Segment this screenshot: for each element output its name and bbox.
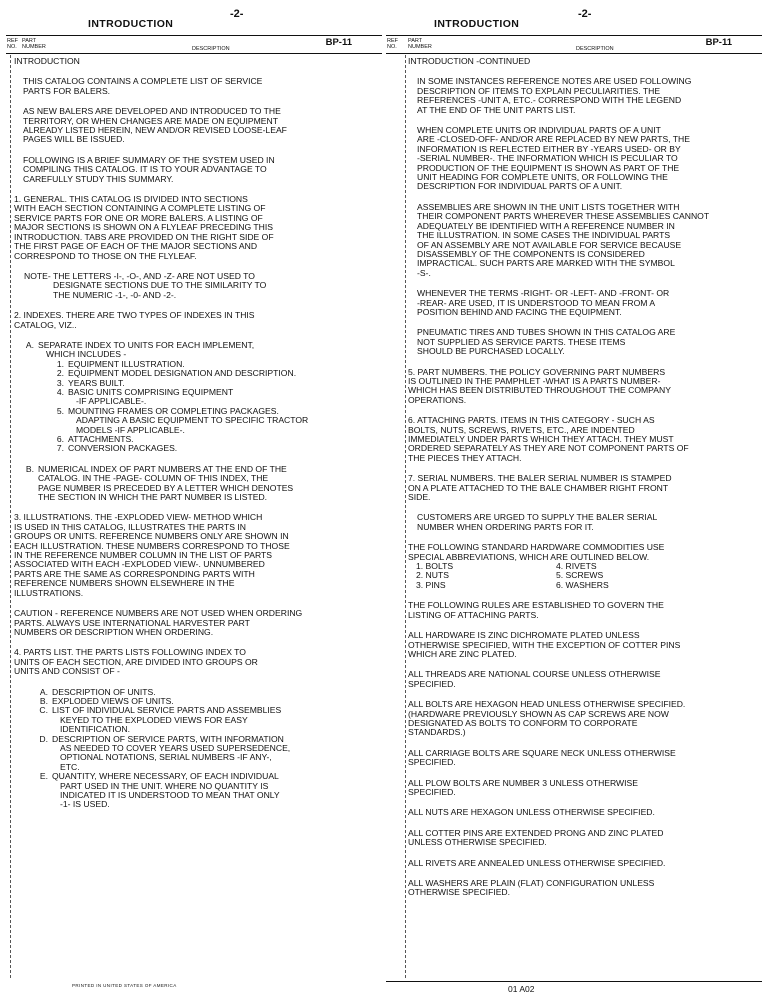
margin-rule	[10, 55, 11, 978]
text-line: CATALOG. IN THE -PAGE- COLUMN OF THIS INDEX, THE	[38, 473, 269, 484]
text-line: ADAPTING A BASIC EQUIPMENT TO SPECIFIC TRACTOR	[76, 415, 309, 426]
text-line: PARTS. ALWAYS USE INTERNATIONAL HARVESTER PART	[14, 617, 250, 628]
text-line: 3. ILLUSTRATIONS. THE -EXPLODED VIEW- METHOD WHICH	[14, 512, 263, 523]
rule-paragraph	[408, 808, 762, 817]
text-line: MODELS -IF APPLICABLE-.	[76, 424, 185, 435]
text-line: CAREFULLY STUDY THIS SUMMARY.	[23, 173, 174, 184]
text-line: COMPILING THIS CATALOG. IT IS TO YOUR ADVANTAGE TO	[23, 164, 267, 175]
paragraph-part-numbers	[408, 368, 762, 406]
text-line: THEIR COMPONENT PARTS WHEREVER THESE ASSEMBLIES CANNOT	[417, 211, 710, 222]
list-item	[54, 388, 380, 407]
paragraph	[408, 203, 762, 278]
text-line: 1. GENERAL. THIS CATALOG IS DIVIDED INTO SECTIONS	[14, 194, 248, 205]
text-line: CAUTION - REFERENCE NUMBERS ARE NOT USED WHEN ORDERING	[14, 608, 303, 619]
part-number-header: PART NUMBER	[408, 38, 432, 50]
text-line: OPTIONAL NOTATIONS, SERIAL NUMBERS -IF ANY-,	[60, 752, 272, 763]
text-line: CONVERSION PACKAGES.	[68, 443, 178, 454]
text-line: ILLUSTRATIONS.	[14, 587, 84, 598]
text-line: INFORMATION IS REFLECTED EITHER BY -YEARS USED- OR BY	[417, 143, 681, 154]
text-line: IS OUTLINED IN THE PAMPHLET -WHAT IS A PARTS NUMBER-	[408, 375, 661, 386]
text-line: AS NEW BALERS ARE DEVELOPED AND INTRODUCED TO THE	[23, 106, 281, 117]
text-line: PRODUCTION OF THE EQUIPMENT IS SHOWN AS PART OF THE	[417, 162, 680, 173]
right-page	[386, 0, 772, 1000]
text-line: SERVICE PARTS FOR ONE OR MORE BALERS. A LISTING OF	[14, 212, 263, 223]
list-marker: E.	[39, 771, 48, 782]
text-line: AT THE END OF THE UNIT PARTS LIST.	[417, 104, 576, 115]
text-line: STANDARDS.)	[408, 727, 466, 738]
paragraph	[408, 289, 762, 317]
text-line: DESCRIPTION OF UNITS.	[52, 686, 156, 697]
abbreviation-item: 2. NUTS	[416, 570, 449, 581]
text-line: ALL NUTS ARE HEXAGON UNLESS OTHERWISE SPECIFIED.	[408, 807, 655, 818]
text-line: NUMERICAL INDEX OF PART NUMBERS AT THE END OF THE	[38, 463, 287, 474]
paragraph	[14, 77, 380, 96]
text-line: DESCRIPTION OF SERVICE PARTS, WITH INFORMATION	[52, 733, 284, 744]
text-line: SIDE.	[408, 492, 431, 503]
text-line: ALL RIVETS ARE ANNEALED UNLESS OTHERWISE SPECIFIED.	[408, 857, 666, 868]
text-line: LISTING OF ATTACHING PARTS.	[408, 609, 539, 620]
text-line: DISASSEMBLY OF THE COMPONENTS IS CONSIDERED	[417, 248, 645, 259]
paragraph	[14, 156, 380, 184]
text-line: SPECIFIED.	[408, 786, 456, 797]
text-line: THE FOLLOWING RULES ARE ESTABLISHED TO GOVERN THE	[408, 600, 664, 611]
text-line: THE SECTION IN WHICH THE PART NUMBER IS LISTED.	[38, 492, 268, 503]
left-body	[14, 57, 380, 821]
paragraph-illustrations	[14, 513, 380, 598]
text-line: WHICH HAS BEEN DISTRIBUTED THROUGHOUT THE COMPANY	[408, 385, 671, 396]
text-line: INDICATED IT IS UNDERSTOOD TO MEAN THAT ONLY	[60, 790, 280, 800]
text-line: ALL THREADS ARE NATIONAL COURSE UNLESS OTHERWISE	[408, 669, 661, 680]
text-line: PARTS ARE THE SAME AS CORRESPONDING PARTS WITH	[14, 568, 255, 579]
list-marker: 6.	[56, 434, 64, 444]
abbreviation-list	[408, 562, 762, 590]
sub-item-list	[14, 360, 380, 454]
text-line: IN THE REFERENCE NUMBER COLUMN IN THE LIST OF PARTS	[14, 550, 273, 561]
text-line: DESCRIPTION FOR INDIVIDUAL PARTS OF A UNIT.	[417, 181, 623, 192]
column-header	[6, 35, 382, 54]
text-line: ALL WASHERS ARE PLAIN (FLAT) CONFIGURATION UNLESS	[408, 878, 655, 888]
text-line: -SERIAL NUMBER-. THE INFORMATION WHICH IS PECULIAR TO	[417, 153, 678, 164]
intro-continued-heading: INTRODUCTION -CONTINUED	[408, 56, 531, 66]
caution-note	[14, 609, 380, 637]
text-line: -S-.	[417, 267, 431, 278]
text-line: NUMBERS OR DESCRIPTION WHEN ORDERING.	[14, 626, 214, 637]
abbreviation-item: 1. BOLTS	[416, 561, 454, 572]
text-line: CORRESPOND TO THOSE ON THE FLYLEAF.	[14, 250, 197, 261]
catalog-code: BP-11	[705, 37, 732, 48]
text-line: BASIC UNITS COMPRISING EQUIPMENT	[68, 386, 234, 397]
list-marker: C.	[39, 705, 48, 716]
text-line: WHEN COMPLETE UNITS OR INDIVIDUAL PARTS OF A UNIT	[417, 125, 661, 136]
ref-no-header: REF NO.	[7, 38, 18, 50]
abbreviation-item: 6. WASHERS	[556, 579, 609, 590]
page-number: -2-	[578, 8, 592, 20]
rule-paragraph	[408, 859, 762, 868]
note: NOTE- THE LETTERS -I-, -O-, AND -Z- ARE NOT USED TO DESIGNATE SECTIONS DUE TO THE SIMILARITY TO THE NUMERIC -1-, -0- AND -2-.	[24, 270, 267, 300]
text-line: FOLLOWING IS A BRIEF SUMMARY OF THE SYSTEM USED IN	[23, 154, 275, 165]
text-line: SPECIFIED.	[408, 678, 456, 689]
text-line: WHENEVER THE TERMS -RIGHT- OR -LEFT- AND -FRONT- OR	[417, 288, 670, 299]
paragraph	[408, 513, 762, 532]
rules-list	[408, 631, 762, 898]
paragraph	[408, 328, 762, 356]
text-line: UNITS AND CONSIST OF -	[14, 666, 120, 677]
text-line: IMPRACTICAL. SUCH PARTS ARE MARKED WITH THE SYMBOL	[417, 258, 675, 269]
text-line: POSITION BEHIND AND FACING THE EQUIPMENT.	[417, 306, 622, 317]
paragraph	[408, 601, 762, 620]
text-line: THE FIRST PAGE OF EACH OF THE MAJOR SECTIONS AND	[14, 241, 258, 252]
text-line: ATTACHMENTS.	[68, 434, 134, 444]
text-line: OPERATIONS.	[408, 394, 467, 405]
list-marker: 5.	[56, 405, 64, 416]
text-line: SPECIAL ABBREVIATIONS, WHICH ARE OUTLINED BELOW.	[408, 551, 650, 562]
text-line: PAGE NUMBER IS PRECEDED BY A LETTER WHICH DENOTES	[38, 482, 294, 493]
text-line: OTHERWISE SPECIFIED, WITH THE EXCEPTION OF COTTER PINS	[408, 639, 681, 650]
text-line: REFERENCE NUMBERS SHOWN ELSEWHERE IN THE	[14, 578, 235, 589]
text-line: DESIGNATED AS BOLTS TO CONFORM TO CORPORATE	[408, 717, 638, 728]
text-line: ALL BOLTS ARE HEXAGON HEAD UNLESS OTHERWISE SPECIFIED.	[408, 699, 686, 710]
parts-item-list	[14, 688, 380, 810]
rule-paragraph	[408, 779, 762, 798]
text-line: ALL CARRIAGE BOLTS ARE SQUARE NECK UNLESS OTHERWISE	[408, 747, 676, 758]
text-line: SPECIFIED.	[408, 757, 456, 768]
list-item: B. NUMERICAL INDEX OF PART NUMBERS AT THE END OF THE CATALOG. IN THE -PAGE- COLUMN OF THIS INDEX, THE PAGE NUMBER IS PRECEDED BY A LETTER WHICH DENOTES THE SECTION IN WHICH THE PART NUMBER IS LISTED.	[14, 465, 380, 503]
text-line: GROUPS OR UNITS. REFERENCE NUMBERS ONLY ARE SHOWN IN	[14, 531, 289, 542]
abbreviation-item: 3. PINS	[416, 579, 446, 590]
text-line: ETC.	[60, 761, 80, 772]
text-line: ON A PLATE ATTACHED TO THE BALE CHAMBER RIGHT FRONT	[408, 482, 669, 493]
text-line: WITH EACH SECTION CONTAINING A COMPLETE LISTING OF	[14, 203, 266, 214]
text-line: UNITS OF EACH SECTION, ARE DIVIDED INTO GROUPS OR	[14, 656, 258, 667]
list-item	[38, 735, 380, 773]
text-line: IDENTIFICATION.	[60, 724, 131, 735]
text-line: CATALOG, VIZ..	[14, 319, 77, 330]
column-header	[386, 35, 762, 54]
text-line: PAGES WILL BE ISSUED.	[23, 134, 125, 145]
list-marker: B.	[39, 695, 48, 706]
text-line: ALL HARDWARE IS ZINC DICHROMATE PLATED UNLESS	[408, 630, 640, 641]
rule-paragraph	[408, 749, 762, 768]
catalog-code: BP-11	[325, 37, 352, 48]
paragraph	[408, 543, 762, 562]
text-line: THE PIECES THEY ATTACH.	[408, 452, 522, 463]
text-line: IMMEDIATELY UNDER PARTS WHICH THEY ATTACH. THEY MUST	[408, 434, 674, 444]
text-line: TERRITORY, OR WHEN CHANGES ARE MADE ON EQUIPMENT	[23, 115, 278, 126]
text-line: MAJOR SECTIONS IS SHOWN ON A FLYLEAF PRECEDING THIS	[14, 222, 273, 233]
text-line: UNIT HEADING FOR COMPLETE UNITS, OR FOLLOWING THE	[417, 172, 668, 183]
section-title: INTRODUCTION	[434, 18, 520, 30]
rule-paragraph	[408, 670, 762, 689]
list-item	[38, 706, 380, 734]
text-line: ALL COTTER PINS ARE EXTENDED PRONG AND ZINC PLATED	[408, 827, 664, 838]
text-line: (HARDWARE PREVIOUSLY SHOWN AS CAP SCREWS ARE NOW	[408, 708, 669, 719]
list-item	[38, 772, 380, 810]
text-line: ASSOCIATED WITH EACH -EXPLODED VIEW-. UNNUMBERED	[14, 559, 265, 570]
rule-paragraph	[408, 631, 762, 659]
page-number: -2-	[230, 8, 244, 20]
text-line: ADEQUATELY BE IDENTIFIED WITH A REFERENCE NUMBER IN	[417, 220, 675, 231]
text-line: INTRODUCTION. TABS ARE PROVIDED ON THE RIGHT SIDE OF	[14, 231, 274, 242]
paragraph-indexes	[14, 311, 380, 330]
list-item	[54, 407, 380, 435]
text-line: ARE -CLOSED-OFF- AND/OR ARE REPLACED BY NEW PARTS, THE	[417, 134, 690, 145]
text-line: THIS CATALOG CONTAINS A COMPLETE LIST OF SERVICE	[23, 76, 263, 87]
paragraph	[14, 107, 380, 145]
text-line: EACH ILLUSTRATION. THESE NUMBERS CORRESPOND TO THOSE	[14, 540, 290, 551]
text-line: THE ILLUSTRATION. IN SOME CASES THE INDIVIDUAL PARTS	[417, 230, 671, 241]
text-line: KEYED TO THE EXPLODED VIEWS FOR EASY	[60, 714, 248, 725]
text-line: 4. PARTS LIST. THE PARTS LISTS FOLLOWING INDEX TO	[14, 647, 246, 658]
text-line: PNEUMATIC TIRES AND TUBES SHOWN IN THIS CATALOG ARE	[417, 327, 676, 338]
text-line: IS USED IN THIS CATALOG, ILLUSTRATES THE PARTS IN	[14, 521, 246, 532]
text-line: EQUIPMENT MODEL DESIGNATION AND DESCRIPTION.	[68, 368, 297, 379]
abbreviation-item: 4. RIVETS	[556, 561, 597, 572]
text-line: OF AN ASSEMBLY ARE NOT AVAILABLE FOR SERVICE BECAUSE	[417, 239, 682, 250]
text-line: ALL PLOW BOLTS ARE NUMBER 3 UNLESS OTHERWISE	[408, 777, 639, 788]
list-item	[54, 444, 380, 453]
list-item: A. SEPARATE INDEX TO UNITS FOR EACH IMPLEMENT, WHICH INCLUDES -	[25, 339, 255, 360]
margin-rule	[405, 55, 406, 978]
text-line: NUMBER WHEN ORDERING PARTS FOR IT.	[417, 521, 594, 532]
text-line: EXPLODED VIEWS OF UNITS.	[52, 695, 174, 706]
text-line: CUSTOMERS ARE URGED TO SUPPLY THE BALER SERIAL	[417, 512, 658, 523]
abbreviations-block	[408, 543, 762, 590]
section-title: INTRODUCTION	[88, 18, 174, 30]
paragraph-serial-numbers	[408, 474, 762, 502]
page-code: 01 A02	[508, 984, 535, 994]
right-body	[408, 57, 762, 909]
footer-rule	[386, 981, 762, 982]
text-line: 5. PART NUMBERS. THE POLICY GOVERNING PART NUMBERS	[408, 366, 666, 377]
text-line: AS NEEDED TO COVER YEARS USED SUPERSEDENCE,	[60, 742, 291, 753]
text-line: 6. ATTACHING PARTS. ITEMS IN THIS CATEGORY - SUCH AS	[408, 415, 655, 426]
text-line: QUANTITY, WHERE NECESSARY, OF EACH INDIVIDUAL	[52, 771, 279, 782]
text-line: MOUNTING FRAMES OR COMPLETING PACKAGES.	[68, 405, 279, 416]
text-line: 7. SERIAL NUMBERS. THE BALER SERIAL NUMBER IS STAMPED	[408, 473, 672, 484]
paragraph-general	[14, 195, 380, 261]
paragraph	[408, 77, 762, 115]
list-marker: D.	[39, 733, 48, 744]
text-line: SHOULD BE PURCHASED LOCALLY.	[417, 346, 565, 357]
rule-paragraph	[408, 879, 762, 898]
text-line: ASSEMBLIES ARE SHOWN IN THE UNIT LISTS TOGETHER WITH	[417, 201, 680, 212]
text-line: DESCRIPTION OF ITEMS TO EXPLAIN PECULIARITIES. THE	[417, 85, 661, 96]
text-line: -REAR- ARE USED, IT IS UNDERSTOOD TO MEAN FROM A	[417, 297, 656, 308]
list-marker: 1.	[56, 358, 64, 369]
description-header: DESCRIPTION	[192, 46, 230, 52]
abbreviation-item: 5. SCREWS	[556, 570, 604, 581]
list-marker: 4.	[56, 386, 64, 397]
text-line: -1- IS USED.	[60, 799, 110, 810]
list-marker: 2.	[56, 368, 64, 379]
intro-heading: INTRODUCTION	[14, 56, 80, 66]
rule-paragraph	[408, 700, 762, 738]
text-line: ORDERED SEPARATELY AS THEY ARE NOT COMPONENT PARTS OF	[408, 443, 689, 454]
list-marker: A.	[39, 686, 48, 697]
text-line: PARTS FOR BALERS.	[23, 85, 111, 96]
text-line: IN SOME INSTANCES REFERENCE NOTES ARE USED FOLLOWING	[417, 76, 692, 87]
paragraph-parts-list	[14, 648, 380, 676]
description-header: DESCRIPTION	[576, 46, 614, 52]
text-line: ALREADY LISTED HEREIN, NEW AND/OR REVISED LOOSE-LEAF	[23, 125, 287, 136]
text-line: PART USED IN THE UNIT. WHERE NO QUANTITY IS	[60, 780, 269, 791]
text-line: LIST OF INDIVIDUAL SERVICE PARTS AND ASSEMBLIES	[52, 705, 282, 716]
text-line: UNLESS OTHERWISE SPECIFIED.	[408, 837, 547, 848]
paragraph	[408, 126, 762, 192]
text-line: WHICH ARE ZINC PLATED.	[408, 648, 517, 659]
text-line: THE FOLLOWING STANDARD HARDWARE COMMODITIES USE	[408, 542, 665, 553]
list-marker: 3.	[56, 377, 64, 388]
printed-in-footer: PRINTED IN UNITED STATES OF AMERICA	[72, 983, 177, 988]
text-line: -IF APPLICABLE-.	[76, 396, 147, 407]
text-line: NOT SUPPLIED AS SERVICE PARTS. THESE ITEMS	[417, 336, 626, 347]
part-number-header: PART NUMBER	[22, 38, 46, 50]
paragraph-attaching-parts	[408, 416, 762, 463]
list-marker: 7.	[56, 443, 64, 454]
text-line: EQUIPMENT ILLUSTRATION.	[68, 358, 185, 369]
text-line: OTHERWISE SPECIFIED.	[408, 887, 511, 898]
rule-paragraph	[408, 829, 762, 848]
text-line: REFERENCES -UNIT A, ETC.- CORRESPOND WITH THE LEGEND	[417, 95, 682, 106]
ref-no-header: REF NO.	[387, 38, 398, 50]
text-line: BOLTS, NUTS, SCREWS, RIVETS, ETC., ARE INDENTED	[408, 424, 635, 435]
text-line: YEARS BUILT.	[68, 377, 125, 388]
text-line: 2. INDEXES. THERE ARE TWO TYPES OF INDEXES IN THIS	[14, 310, 255, 321]
